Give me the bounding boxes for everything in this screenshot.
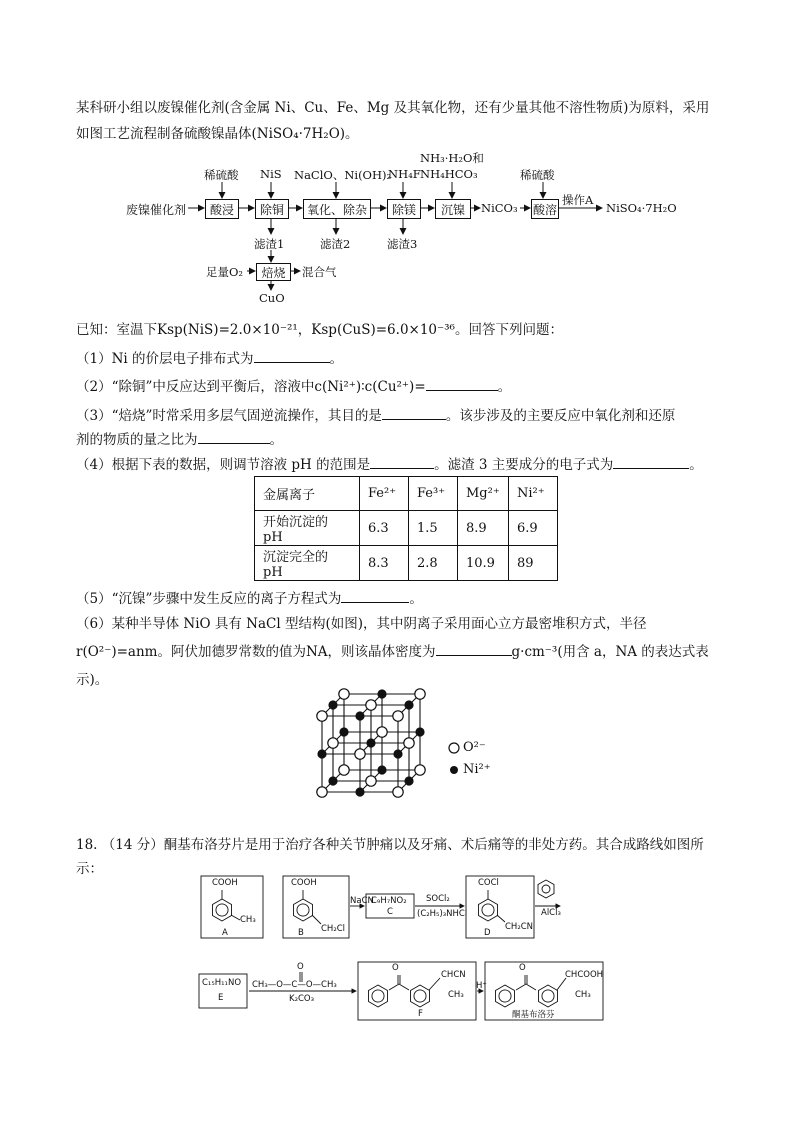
reagent-alcl3: AlCl₃ bbox=[541, 908, 561, 918]
table-header: Ni²⁺ bbox=[509, 477, 558, 511]
q18-line-2: 示： bbox=[76, 861, 103, 877]
compound-c-formula: C₉H₇NO₂ bbox=[371, 896, 407, 906]
intro-line-1: 某科研小组以废镍催化剂(含金属 Ni、Cu、Fe、Mg 及其氧化物，还有少量其他不溶性物质)为原料，采用 bbox=[76, 100, 710, 116]
reagent-et3nhcl: (C₂H₅)₃NHCl bbox=[417, 909, 468, 919]
reagent-dimethyl-carbonate: CH₃—O—C—O—CH₃ bbox=[252, 980, 337, 990]
residue-2: 滤渣2 bbox=[320, 237, 351, 251]
q18-line-1: 18. （14 分）酮基布洛芬片是用于治疗各种关节肿痛以及牙痛、术后痛等的非处方药。其合成路线如图所 bbox=[76, 837, 704, 853]
roast-solid: CuO bbox=[259, 291, 285, 305]
period: 。 bbox=[497, 379, 512, 395]
table-header: Mg²⁺ bbox=[458, 477, 509, 511]
compound-d-group: COCl bbox=[478, 878, 499, 888]
table-cell: 开始沉淀的 pH bbox=[255, 511, 360, 546]
compound-f-oxygen: O bbox=[392, 963, 399, 973]
legend-nickel-label: Ni²⁺ bbox=[463, 762, 491, 777]
table-cell: 6.9 bbox=[509, 511, 558, 546]
period: 。 bbox=[329, 351, 344, 367]
product-label: 酮基布洛芬 bbox=[512, 1010, 555, 1020]
compound-f-methyl: CH₃ bbox=[448, 990, 464, 1000]
compound-e-label: E bbox=[218, 993, 224, 1003]
table-cell: 8.3 bbox=[360, 546, 409, 581]
table-cell: 8.9 bbox=[458, 511, 509, 546]
feed-label: 废镍催化剂 bbox=[126, 203, 187, 217]
question-4-text-b: 。滤渣 3 主要成分的电子式为 bbox=[434, 457, 614, 473]
compound-b-sub: CH₂Cl bbox=[321, 924, 346, 934]
compound-a-sub: CH₃ bbox=[240, 915, 256, 925]
question-2-text: （2）“除铜”中反应达到平衡后，溶液中c(Ni²⁺)∶c(Cu²⁺)= bbox=[76, 379, 426, 395]
roast-gas: 混合气 bbox=[302, 265, 337, 279]
reagent-nh4hco3: NH₄HCO₃ bbox=[420, 167, 478, 181]
table-cell: 1.5 bbox=[409, 511, 458, 546]
residue-3: 滤渣3 bbox=[387, 237, 418, 251]
question-3-text-c: 剂的物质的量之比为 bbox=[76, 432, 198, 448]
step-oxidation: 氧化、除杂 bbox=[303, 199, 371, 219]
reagent-nis: NiS bbox=[260, 167, 282, 181]
compound-e-formula: C₁₅H₁₁NO bbox=[202, 978, 242, 988]
roast-reagent: 足量O₂ bbox=[206, 265, 244, 279]
compound-a-label: A bbox=[222, 928, 228, 938]
reagent-sulfuric-acid: 稀硫酸 bbox=[204, 168, 239, 182]
reagent-k2co3: K₂CO₃ bbox=[289, 994, 315, 1004]
table-cell: 6.3 bbox=[360, 511, 409, 546]
reagent-ammonia: NH₃·H₂O和 bbox=[420, 151, 484, 165]
question-3-text-a: （3）“焙烧”时常采用多层气固逆流操作，其目的是 bbox=[76, 408, 382, 424]
compound-f-sub: CHCN bbox=[441, 970, 466, 980]
compound-c-label: C bbox=[387, 907, 393, 917]
table-header: 金属离子 bbox=[255, 477, 360, 511]
period: 。 bbox=[269, 432, 283, 448]
step-acid-leach: 酸浸 bbox=[205, 199, 239, 219]
table-header: Fe³⁺ bbox=[409, 477, 458, 511]
table-cell: 89 bbox=[509, 546, 558, 581]
intermediate-nico3: NiCO₃ bbox=[481, 201, 518, 215]
carbonate-oxygen: O bbox=[297, 962, 304, 972]
step-acid-dissolve: 酸溶 bbox=[531, 199, 559, 219]
question-6-text-c: g·cm⁻³(用含 a，NA 的表达式表 bbox=[511, 644, 709, 660]
table-cell: 沉淀完全的 pH bbox=[255, 546, 360, 581]
known-conditions: 已知：室温下Ksp(NiS)=2.0×10⁻²¹，Ksp(CuS)=6.0×10⁻³⁶。回答下列问题： bbox=[76, 322, 563, 338]
reagent-socl2: SOCl₂ bbox=[426, 894, 450, 904]
question-5-text: （5）“沉镍”步骤中发生反应的离子方程式为 bbox=[76, 591, 342, 607]
product-sub: CHCOOH bbox=[565, 970, 604, 980]
question-1-text: （1）Ni 的价层电子排布式为 bbox=[76, 351, 254, 367]
question-4-text-a: （4）根据下表的数据，则调节溶液 pH 的范围是 bbox=[76, 457, 371, 473]
product-label: NiSO₄·7H₂O bbox=[606, 201, 677, 215]
reagent-sulfuric-acid-2: 稀硫酸 bbox=[520, 168, 555, 182]
question-3-text-b: 。该步涉及的主要反应中氧化剂和还原 bbox=[445, 408, 676, 424]
reagent-naclo: NaClO、Ni(OH)₂ bbox=[294, 168, 392, 182]
product-oxygen: O bbox=[519, 963, 526, 973]
reagent-nacn: NaCN bbox=[350, 896, 374, 906]
question-6-line-1: （6）某种半导体 NiO 具有 NaCl 型结构(如图)，其中阴离子采用面心立方最密堆积方式，半径 bbox=[76, 616, 647, 632]
table-cell: 10.9 bbox=[458, 546, 509, 581]
compound-b-group: COOH bbox=[291, 878, 317, 888]
table-cell: 2.8 bbox=[409, 546, 458, 581]
table-header: Fe²⁺ bbox=[360, 477, 409, 511]
legend-oxide-label: O²⁻ bbox=[463, 740, 486, 755]
compound-d-sub: CH₂CN bbox=[505, 922, 534, 932]
compound-d-label: D bbox=[484, 928, 491, 938]
product-methyl: CH₃ bbox=[575, 990, 591, 1000]
compound-a-group: COOH bbox=[212, 878, 238, 888]
step-nickel-precipitation: 沉镍 bbox=[435, 199, 471, 219]
residue-1: 滤渣1 bbox=[254, 237, 285, 251]
compound-b-label: B bbox=[298, 928, 304, 938]
reagent-nh4f: NH₄F bbox=[388, 167, 421, 181]
step-magnesium-removal: 除镁 bbox=[387, 199, 421, 219]
compound-f-label: F bbox=[418, 1009, 423, 1019]
question-6-line-3: 示)。 bbox=[76, 672, 109, 688]
step-roast: 焙烧 bbox=[256, 263, 291, 281]
step-copper-removal: 除铜 bbox=[255, 199, 289, 219]
reagent-h-plus: H⁺ bbox=[476, 981, 487, 991]
period: 。 bbox=[689, 457, 703, 473]
period: 。 bbox=[409, 591, 423, 607]
question-6-text-b: r(O²⁻)=anm。阿伏加德罗常数的值为NA，则该晶体密度为 bbox=[76, 644, 436, 660]
operation-a: 操作A bbox=[562, 193, 594, 207]
intro-line-2: 如图工艺流程制备硫酸镍晶体(NiSO₄·7H₂O)。 bbox=[76, 126, 359, 142]
